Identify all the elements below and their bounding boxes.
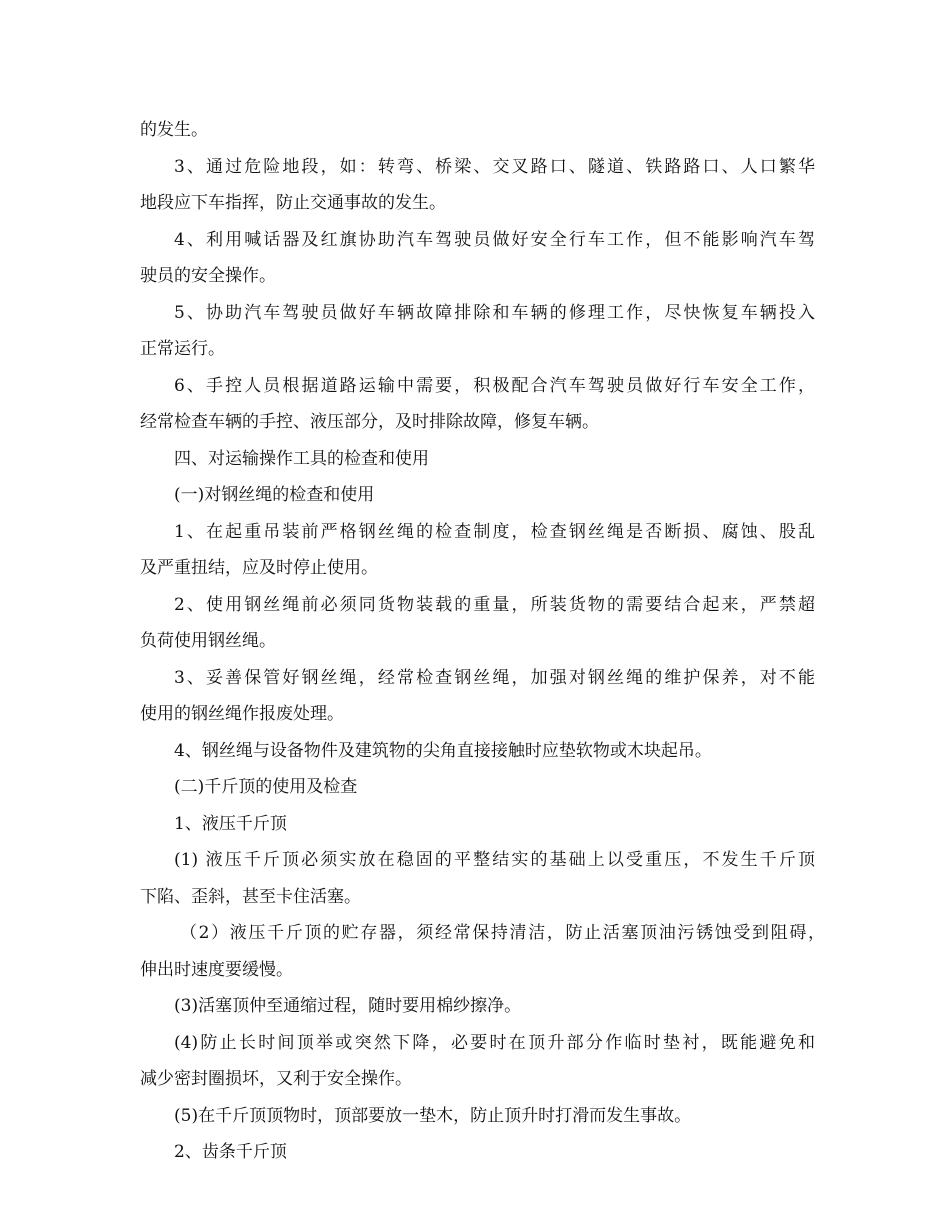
text-line: 伸出时速度要缓慢。 (140, 960, 293, 980)
text-line: 1、在起重吊装前严格钢丝绳的检查制度，检查钢丝绳是否断损、腐蚀、股乱 (174, 522, 815, 542)
text-line: 地段应下车指挥，防止交通事故的发生。 (140, 193, 446, 213)
text-line: 5、协助汽车驾驶员做好车辆故障排除和车辆的修理工作，尽快恢复车辆投入 (174, 303, 815, 323)
text-line: (1) 液压千斤顶必须实放在稳固的平整结实的基础上以受重压，不发生千斤顶 (174, 850, 815, 870)
text-line: (4)防止长时间顶举或突然下降，必要时在顶升部分作临时垫衬，既能避免和 (174, 1033, 815, 1053)
text-line: 减少密封圈损坏，又利于安全操作。 (140, 1069, 412, 1089)
text-line: (3)活塞顶仲至通缩过程，随时要用棉纱擦净。 (174, 996, 522, 1016)
text-line: 3、通过危险地段，如：转弯、桥梁、交叉路口、隧道、铁路路口、人口繁华 (174, 157, 815, 177)
text-line: 正常运行。 (140, 339, 225, 359)
subsection-heading: 1、液压千斤顶 (174, 814, 287, 834)
text-line: 驶员的安全操作。 (140, 266, 276, 286)
text-line: 2、使用钢丝绳前必须同货物装载的重量，所装货物的需要结合起来，严禁超 (174, 595, 815, 615)
text-line: 4、利用喊话器及红旗协助汽车驾驶员做好安全行车工作，但不能影响汽车驾 (174, 230, 815, 250)
text-line: (5)在千斤顶顶物时，顶部要放一垫木，防止顶升时打滑而发生事故。 (174, 1106, 692, 1126)
subsection-heading: 2、齿条千斤顶 (174, 1142, 287, 1162)
text-line: （2）液压千斤顶的贮存器，须经常保持清洁，防止活塞顶油污锈蚀受到阻碍， (180, 923, 825, 943)
text-line: 的发生。 (140, 120, 208, 140)
section-heading: 四、对运输操作工具的检查和使用 (174, 449, 429, 469)
text-line: 及严重扭结，应及时停止使用。 (140, 558, 378, 578)
text-line: 下陷、歪斜，甚至卡住活塞。 (140, 887, 361, 907)
text-line: 经常检查车辆的手控、液压部分，及时排除故障，修复车辆。 (140, 412, 599, 432)
text-line: 4、钢丝绳与设备物件及建筑物的尖角直接接触时应垫软物或木块起吊。 (174, 741, 712, 761)
text-line: 3、妥善保管好钢丝绳，经常检查钢丝绳，加强对钢丝绳的维护保养，对不能 (174, 668, 815, 688)
subsection-heading: (二)千斤顶的使用及检查 (174, 777, 358, 797)
text-line: 负荷使用钢丝绳。 (140, 631, 276, 651)
text-line: 6、手控人员根据道路运输中需要，积极配合汽车驾驶员做好行车安全工作， (174, 376, 815, 396)
subsection-heading: (一)对钢丝绳的检查和使用 (174, 485, 375, 505)
text-line: 使用的钢丝绳作报废处理。 (140, 704, 344, 724)
